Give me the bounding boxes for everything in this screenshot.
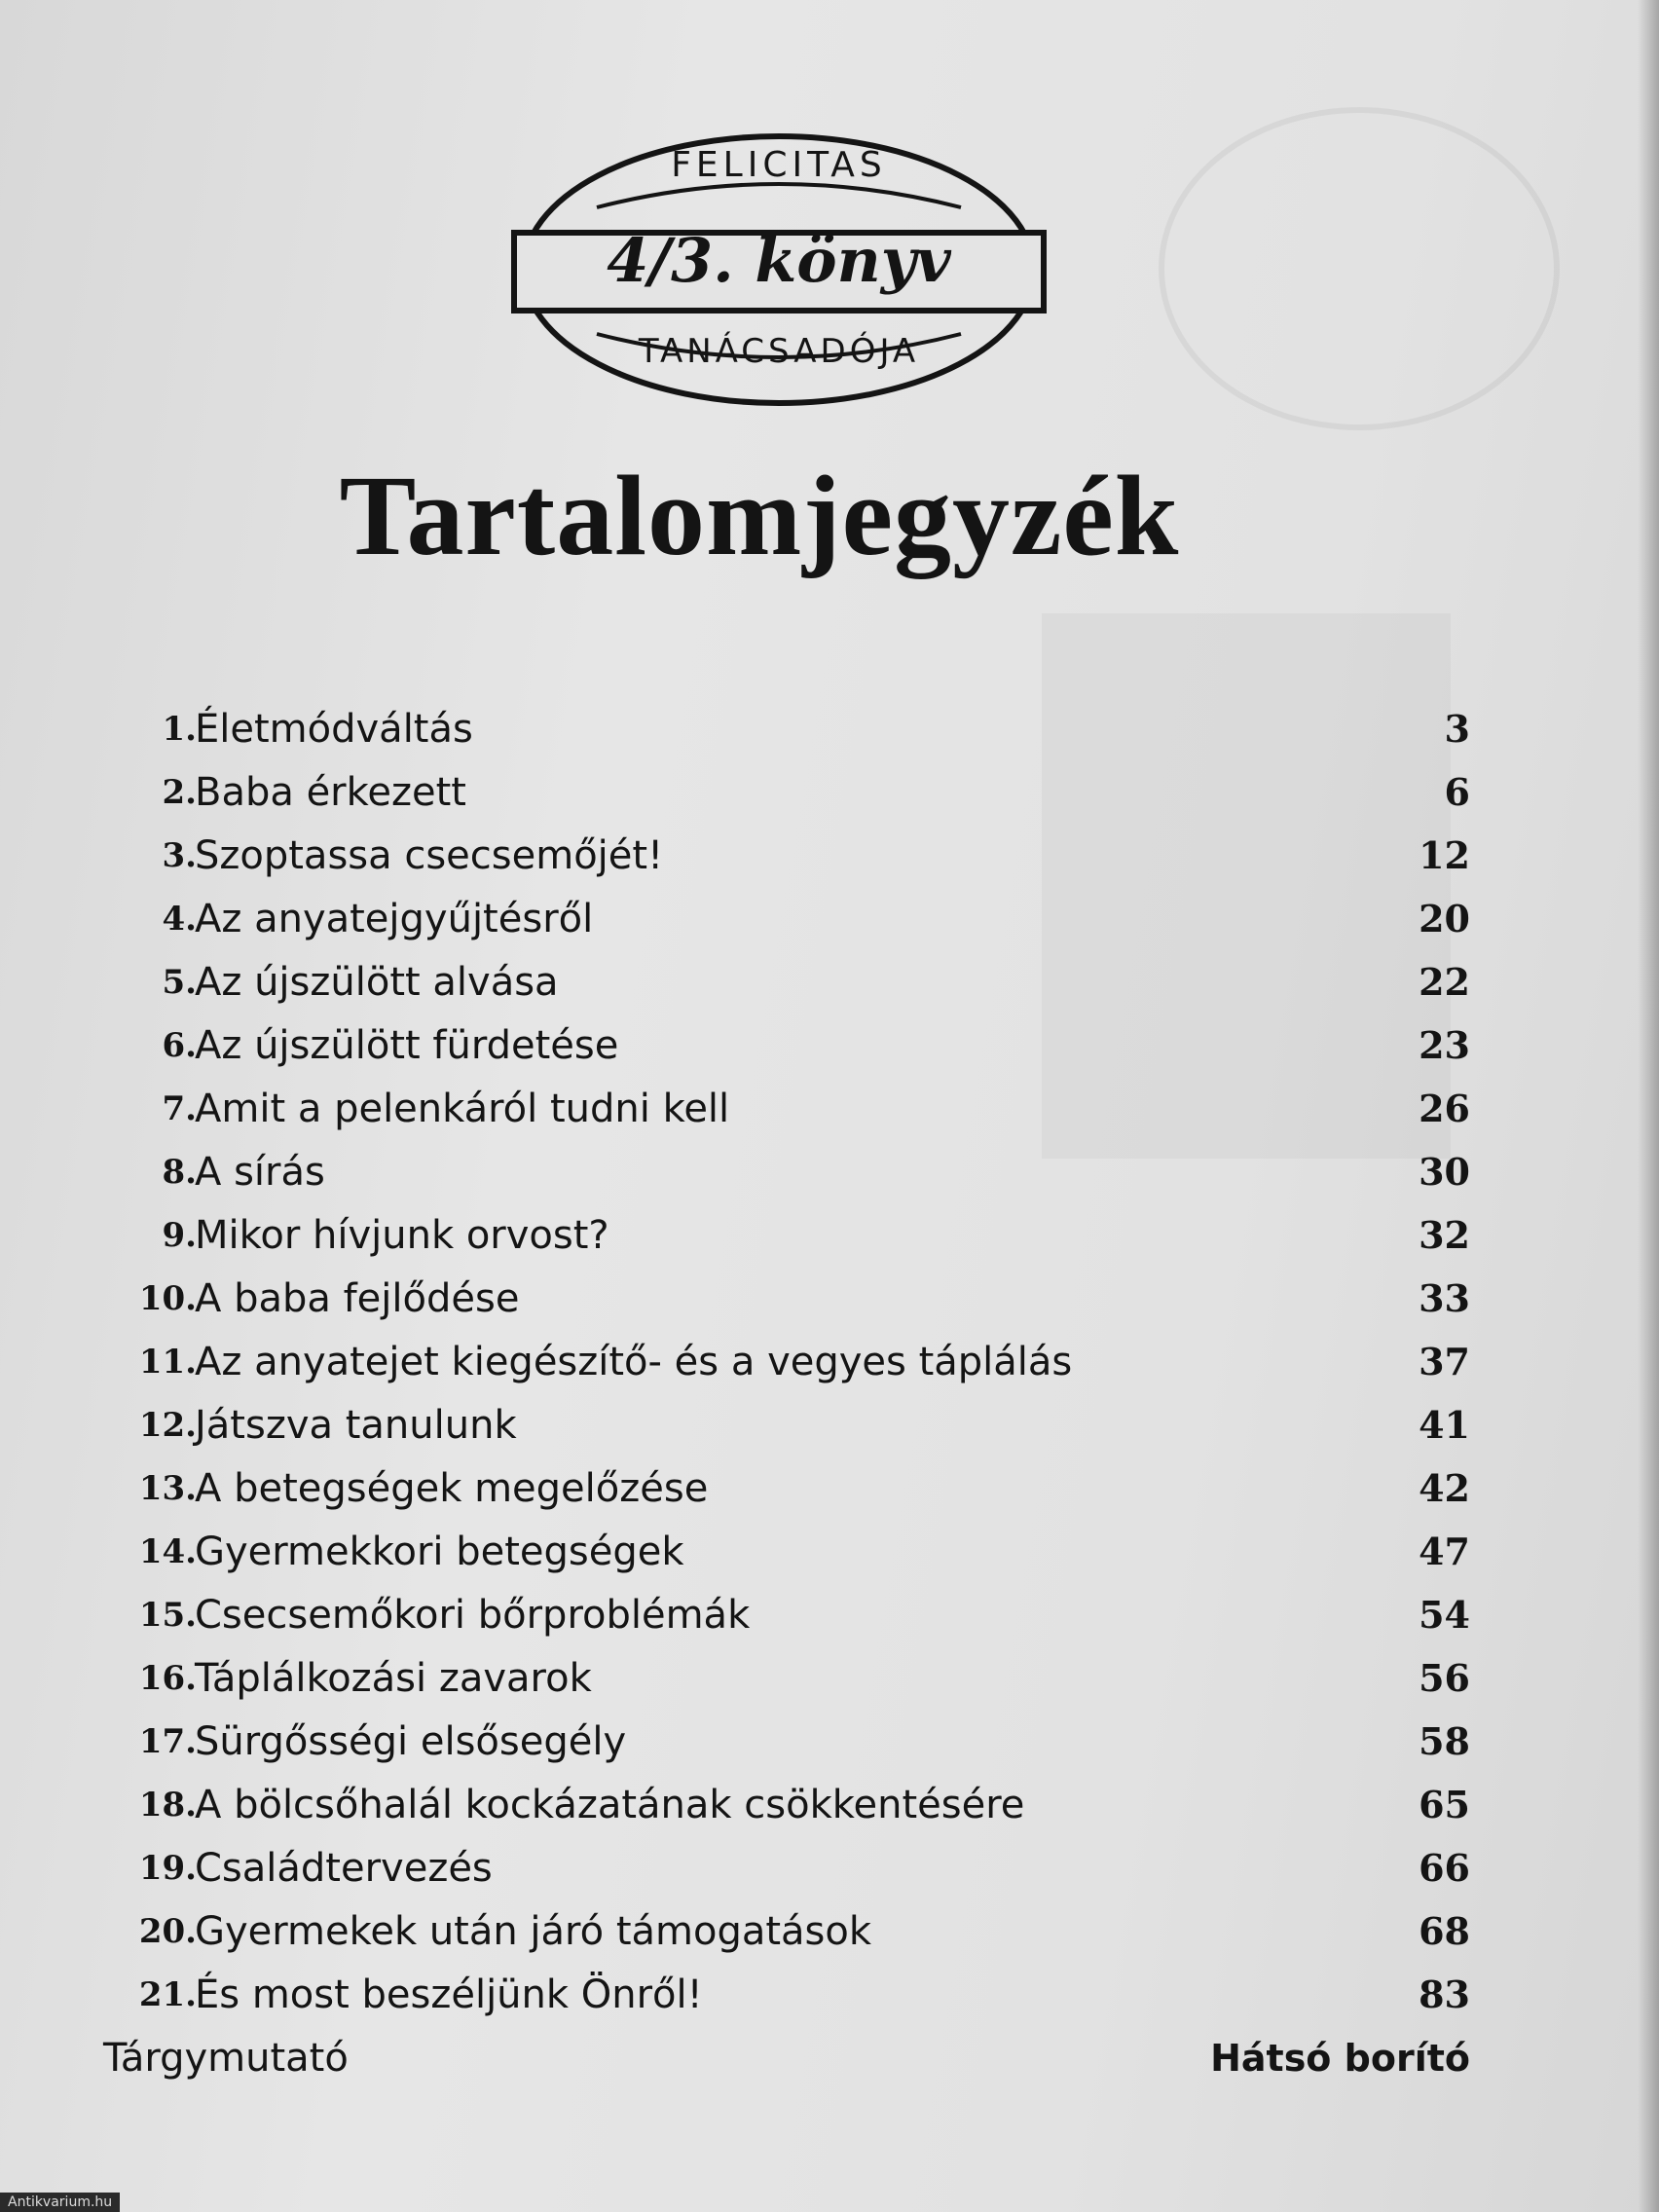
chapter-title: Életmódváltás bbox=[195, 707, 473, 752]
chapter-number: 8. bbox=[162, 1153, 197, 1192]
toc-entry bbox=[97, 1585, 1480, 1648]
page-number: 42 bbox=[1419, 1466, 1470, 1510]
chapter-title: És most beszéljünk Önről! bbox=[195, 1972, 703, 2017]
page-number: 3 bbox=[1444, 707, 1470, 751]
chapter-title: Sürgősségi elsősegély bbox=[195, 1719, 627, 1764]
chapter-title: Az újszülött fürdetése bbox=[195, 1023, 619, 1068]
chapter-number: 2. bbox=[162, 773, 197, 812]
chapter-title: Táplálkozási zavarok bbox=[195, 1656, 592, 1701]
page-number: 56 bbox=[1419, 1656, 1470, 1700]
chapter-number: 6. bbox=[162, 1026, 197, 1065]
page-number: 26 bbox=[1419, 1087, 1470, 1130]
page-number: 12 bbox=[1419, 833, 1470, 877]
toc-entry bbox=[97, 1965, 1480, 2028]
toc-entry bbox=[97, 1269, 1480, 1332]
emblem-bottom-text: TANÁCSADÓJA bbox=[638, 332, 920, 371]
toc-entry bbox=[97, 1079, 1480, 1142]
emblem-book-number: 4/3. könyv bbox=[607, 225, 951, 296]
page-number: 54 bbox=[1419, 1593, 1470, 1637]
page-number: 32 bbox=[1419, 1213, 1470, 1257]
chapter-number: 10. bbox=[138, 1279, 197, 1318]
page-number: 22 bbox=[1419, 960, 1470, 1004]
page-number: 66 bbox=[1419, 1846, 1470, 1890]
toc-entry bbox=[97, 1712, 1480, 1775]
chapter-title: Az anyatejet kiegészítő- és a vegyes táplálás bbox=[195, 1340, 1073, 1384]
toc-entry bbox=[97, 1775, 1480, 1838]
chapter-number: 4. bbox=[162, 900, 197, 939]
toc-entry bbox=[97, 1458, 1480, 1522]
chapter-title: Amit a pelenkáról tudni kell bbox=[195, 1087, 730, 1131]
chapter-number: 19. bbox=[138, 1849, 197, 1888]
page-number: 23 bbox=[1419, 1023, 1470, 1067]
table-of-contents bbox=[97, 699, 1480, 2091]
chapter-number: 7. bbox=[162, 1089, 197, 1128]
page-number: 68 bbox=[1419, 1909, 1470, 1953]
chapter-title: Játszva tanulunk bbox=[195, 1403, 517, 1448]
page-number: 41 bbox=[1419, 1403, 1470, 1447]
chapter-title: Csecsemőkori bőrproblémák bbox=[195, 1593, 751, 1638]
toc-entry bbox=[97, 699, 1480, 762]
chapter-number: 1. bbox=[162, 710, 197, 749]
chapter-number: 9. bbox=[162, 1216, 197, 1255]
page-number: 20 bbox=[1419, 897, 1470, 940]
page-number: 33 bbox=[1419, 1276, 1470, 1320]
watermark: Antikvarium.hu bbox=[0, 2193, 120, 2212]
page-title: Tartalomjegyzék bbox=[339, 452, 1180, 579]
chapter-title: Mikor hívjunk orvost? bbox=[195, 1213, 609, 1258]
chapter-number: 12. bbox=[138, 1406, 197, 1445]
chapter-title: Az újszülött alvása bbox=[195, 960, 559, 1005]
page-number: 6 bbox=[1444, 770, 1470, 814]
page-number: 47 bbox=[1419, 1530, 1470, 1573]
chapter-number: 18. bbox=[138, 1786, 197, 1825]
page-number: 30 bbox=[1419, 1150, 1470, 1194]
page-number: 37 bbox=[1419, 1340, 1470, 1383]
page-edge-shadow bbox=[1638, 0, 1659, 2212]
back-cover-label: Hátsó borító bbox=[1210, 2037, 1470, 2080]
toc-entry bbox=[97, 889, 1480, 952]
bleed-through-seal bbox=[1159, 107, 1560, 430]
toc-entry bbox=[97, 1648, 1480, 1712]
page-number: 65 bbox=[1419, 1783, 1470, 1826]
chapter-title: Gyermekek után járó támogatások bbox=[195, 1909, 872, 1954]
chapter-number: 20. bbox=[138, 1912, 197, 1951]
toc-footer-row bbox=[97, 2028, 1480, 2091]
toc-entry bbox=[97, 762, 1480, 826]
toc-entry bbox=[97, 1015, 1480, 1079]
chapter-number: 17. bbox=[138, 1722, 197, 1761]
emblem-top-text: FELICITAS bbox=[671, 145, 887, 185]
chapter-number: 5. bbox=[162, 963, 197, 1002]
chapter-number: 15. bbox=[138, 1596, 197, 1635]
toc-entry bbox=[97, 952, 1480, 1015]
chapter-title: A baba fejlődése bbox=[195, 1276, 520, 1321]
page-number: 83 bbox=[1419, 1972, 1470, 2016]
chapter-number: 11. bbox=[138, 1343, 197, 1382]
toc-entry bbox=[97, 1522, 1480, 1585]
toc-entry bbox=[97, 1838, 1480, 1901]
toc-entry bbox=[97, 1901, 1480, 1965]
chapter-title: Gyermekkori betegségek bbox=[195, 1530, 684, 1574]
toc-entry bbox=[97, 826, 1480, 889]
series-emblem bbox=[506, 122, 1051, 419]
chapter-title: A sírás bbox=[195, 1150, 325, 1195]
chapter-title: Családtervezés bbox=[195, 1846, 493, 1891]
toc-entry bbox=[97, 1205, 1480, 1269]
index-label: Tárgymutató bbox=[103, 2036, 349, 2081]
chapter-number: 21. bbox=[138, 1975, 197, 2014]
chapter-title: Az anyatejgyűjtésről bbox=[195, 897, 594, 941]
chapter-title: A betegségek megelőzése bbox=[195, 1466, 709, 1511]
chapter-title: Szoptassa csecsemőjét! bbox=[195, 833, 664, 878]
toc-entry bbox=[97, 1395, 1480, 1458]
chapter-number: 16. bbox=[138, 1659, 197, 1698]
chapter-number: 14. bbox=[138, 1532, 197, 1571]
toc-entry bbox=[97, 1332, 1480, 1395]
chapter-title: A bölcsőhalál kockázatának csökkentésére bbox=[195, 1783, 1025, 1827]
chapter-title: Baba érkezett bbox=[195, 770, 466, 815]
chapter-number: 13. bbox=[138, 1469, 197, 1508]
toc-entry bbox=[97, 1142, 1480, 1205]
page-number: 58 bbox=[1419, 1719, 1470, 1763]
chapter-number: 3. bbox=[162, 836, 197, 875]
